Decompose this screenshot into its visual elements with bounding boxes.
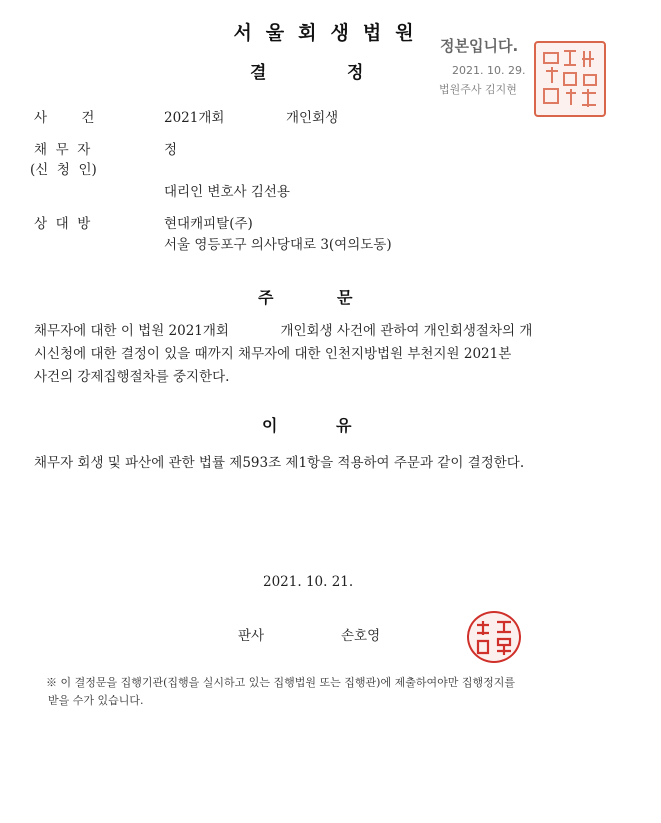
order-text-line-2: 시신청에 대한 결정이 있을 때까지 채무자에 대한 인천지방법원 부천지원 2021본: [34, 346, 512, 362]
footnote-line-1: ※ 이 결정문을 집행기관(집행을 실시하고 있는 집행법원 또는 집행관)에 제출하여야만 집행정지를: [46, 676, 515, 689]
footnote-line-2: 받을 수가 있습니다.: [48, 694, 144, 707]
certifying-clerk: 법원주사 김지현: [439, 83, 517, 96]
order-heading-char-1: 주: [258, 288, 274, 307]
judge-seal-stamp: [467, 611, 521, 663]
doc-type-char-2: 정: [347, 63, 364, 83]
opponent-name: 현대캐피탈(주): [164, 216, 253, 232]
certified-copy-text: 정본입니다.: [440, 37, 519, 55]
decision-date: 2021. 10. 21.: [263, 574, 354, 590]
court-seal-stamp: [534, 41, 606, 117]
order-text-line-3: 사건의 강제집행절차를 중지한다.: [34, 369, 230, 385]
court-seal-icon: [536, 43, 604, 115]
reason-heading-char-1: 이: [262, 416, 278, 435]
case-number: 2021개회: [164, 110, 225, 126]
attorney-name: 대리인 변호사 김선용: [164, 184, 290, 200]
reason-heading-char-2: 유: [336, 416, 352, 435]
debtor-label: 채 무 자: [34, 142, 91, 158]
reason-text: 채무자 회생 및 파산에 관한 법률 제593조 제1항을 적용하여 주문과 같이 결정한다.: [34, 455, 525, 471]
doc-type-char-1: 결: [250, 63, 267, 83]
case-label: 사 건: [34, 110, 95, 126]
case-type: 개인회생: [286, 110, 339, 126]
court-name-title: 서울회생법원: [233, 22, 428, 44]
order-text-line-1: 채무자에 대한 이 법원 2021개회 개인회생 사건에 관하여 개인회생절차의 개: [34, 323, 533, 339]
order-heading-char-2: 문: [337, 288, 353, 307]
judge-title: 판사: [238, 628, 265, 644]
debtor-name: 정: [164, 142, 178, 158]
judge-name: 손호영: [341, 628, 381, 644]
opponent-label: 상 대 방: [34, 216, 91, 232]
judge-seal-icon: [469, 613, 519, 661]
applicant-label: (신 청 인): [30, 162, 97, 178]
certification-date: 2021. 10. 29.: [452, 64, 526, 77]
opponent-address: 서울 영등포구 의사당대로 3(여의도동): [164, 237, 392, 253]
